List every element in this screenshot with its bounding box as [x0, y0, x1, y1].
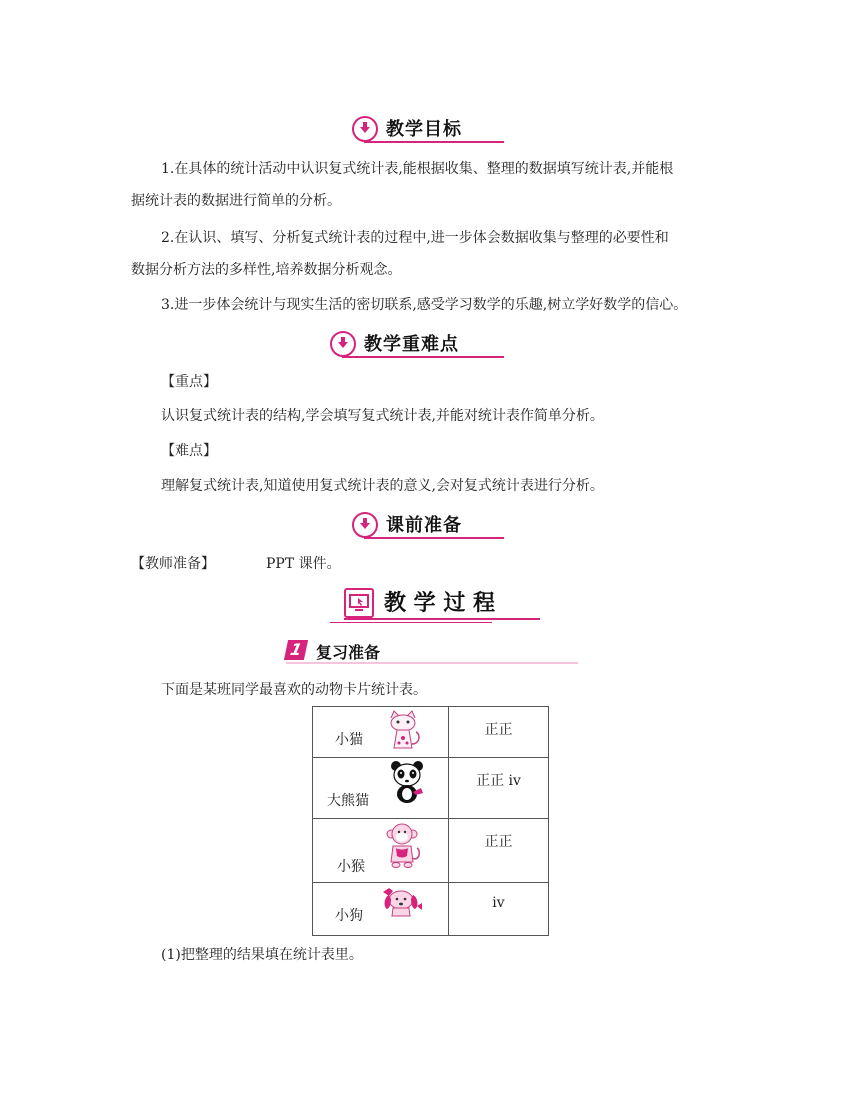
goal-line-4: 数据分析方法的多样性,培养数据分析观念。: [131, 262, 402, 278]
animal-cell: [313, 707, 449, 758]
down-arrow-icon: [330, 331, 356, 357]
difficulty-label: 【难点】: [161, 443, 217, 459]
animal-name: 大熊猫: [327, 793, 369, 809]
section-underline: [344, 618, 540, 620]
table-row: [313, 819, 549, 883]
tally-cell: [449, 758, 549, 819]
table-row: [313, 758, 549, 819]
section-header-key-points: [330, 329, 504, 359]
dog-icon: [379, 886, 423, 920]
table-row: [313, 707, 549, 758]
section-underline: [364, 537, 504, 539]
animal-name: 小猴: [337, 859, 365, 875]
difficulty-text: 理解复式统计表,知道使用复式统计表的意义,会对复式统计表进行分析。: [161, 478, 604, 494]
focus-label: 【重点】: [161, 374, 217, 390]
tally-value: 正正: [484, 834, 513, 850]
animal-cell: [313, 819, 449, 883]
animal-card-table: [312, 706, 549, 936]
animal-cell: [313, 883, 449, 936]
step-title: 复习准备: [316, 643, 381, 662]
monitor-icon: [344, 588, 374, 618]
tally-cell: [449, 819, 549, 883]
step-number-badge: [284, 640, 308, 660]
process-title: 教 学 过 程: [384, 590, 495, 616]
animal-name: 小猫: [335, 732, 363, 748]
step-number: 1: [288, 640, 304, 659]
section-header-preparation: [352, 510, 504, 540]
section-underline: [342, 356, 504, 358]
panda-icon: [387, 760, 427, 806]
tally-cell: [449, 883, 549, 936]
section-title: 教学重难点: [364, 334, 459, 355]
goal-line-3: 2.在认识、填写、分析复式统计表的过程中,进一步体会数据收集与整理的必要性和: [161, 230, 669, 246]
preparation-label: 【教师准备】: [131, 556, 215, 572]
goal-line-2: 据统计表的数据进行简单的分析。: [131, 193, 341, 209]
goal-line-1: 1.在具体的统计活动中认识复式统计表,能根据收集、整理的数据填写统计表,并能根: [161, 161, 674, 177]
section-underline-secondary: [330, 622, 492, 623]
table-row: [313, 883, 549, 936]
step-underline: [286, 662, 578, 664]
tally-cell: [449, 707, 549, 758]
section-header-goals: [352, 114, 504, 144]
step-header: [286, 638, 578, 664]
animal-name: 小狗: [335, 908, 363, 924]
monkey-icon: [383, 822, 423, 872]
down-arrow-icon: [352, 116, 378, 142]
section-title: 教学目标: [386, 119, 462, 140]
preparation-text: PPT 课件。: [266, 556, 341, 572]
animal-cell: [313, 758, 449, 819]
tally-value: 正正 ⅳ: [476, 773, 521, 789]
focus-text: 认识复式统计表的结构,学会填写复式统计表,并能对统计表作简单分析。: [161, 408, 604, 424]
cat-icon: [383, 710, 423, 752]
down-arrow-icon: [352, 512, 378, 538]
goal-line-5: 3.进一步体会统计与现实生活的密切联系,感受学习数学的乐趣,树立学好数学的信心。: [161, 297, 688, 313]
section-underline: [364, 141, 504, 143]
tally-value: 正正: [484, 722, 513, 738]
section-title: 课前准备: [386, 515, 462, 536]
section-header-process: [344, 586, 540, 622]
step-intro: 下面是某班同学最喜欢的动物卡片统计表。: [161, 682, 427, 698]
question-1: (1)把整理的结果填在统计表里。: [161, 947, 363, 963]
tally-value: ⅳ: [492, 895, 505, 911]
